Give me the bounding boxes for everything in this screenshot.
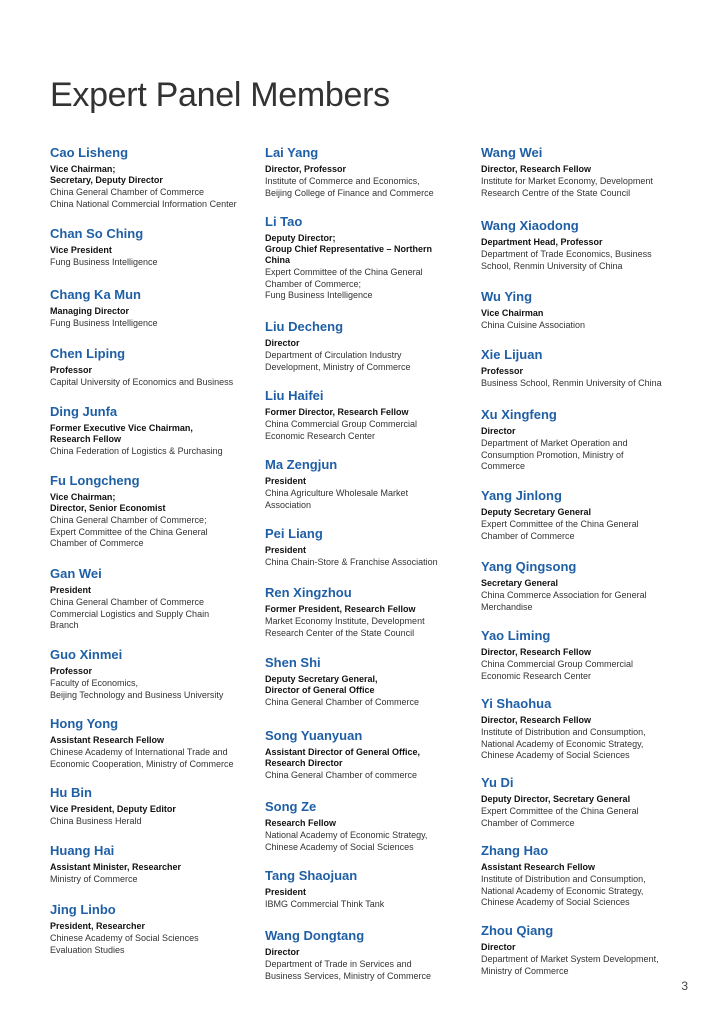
page-title: Expert Panel Members <box>50 76 390 114</box>
member-roles <box>265 164 470 175</box>
member-organization: China Chain-Store & Franchise Association <box>265 557 438 567</box>
member-role: Deputy Secretary General, <box>265 674 378 684</box>
member-roles <box>50 804 255 815</box>
member-roles <box>265 747 470 769</box>
member-roles <box>481 308 686 319</box>
member-name: Wang Dongtang <box>265 928 365 943</box>
member-organization: China Cuisine Association <box>481 320 586 330</box>
member-organizations <box>481 438 686 473</box>
member-name: Yi Shaohua <box>481 696 552 711</box>
member-organization: Fung Business Intelligence <box>50 257 158 267</box>
member-organization: China General Chamber of Commerce <box>265 697 420 707</box>
member-organization: Department of Trade in Services and <box>265 959 412 969</box>
member-roles <box>50 365 255 376</box>
member-organization: Ministry of Commerce <box>481 965 569 976</box>
member-organizations <box>50 597 255 632</box>
member-organization: Chinese Academy of Social Sciences <box>481 897 630 907</box>
member-organization: Department of Trade Economics, Business <box>481 249 652 259</box>
member-role: Former Director, Research Fellow <box>265 407 409 417</box>
member-entry <box>481 923 686 977</box>
member-entry <box>481 407 686 473</box>
member-organization: Chinese Academy of Social Sciences <box>50 933 199 943</box>
member-organization: China Federation of Logistics & Purchasing <box>50 446 223 456</box>
member-roles <box>50 735 255 746</box>
member-role: Professor <box>50 365 93 375</box>
member-name: Ren Xingzhou <box>265 585 352 600</box>
member-organization: Ministry of Commerce <box>50 874 138 884</box>
member-organizations <box>265 557 470 569</box>
member-organizations <box>481 378 686 390</box>
member-organizations <box>265 959 470 982</box>
member-role: President, Researcher <box>50 921 146 931</box>
member-name: Xu Xingfeng <box>481 407 557 422</box>
member-organizations <box>265 176 470 199</box>
member-entry <box>265 388 470 442</box>
member-organization: Commerce <box>481 461 526 471</box>
member-organization: Beijing College of Finance and Commerce <box>265 187 434 198</box>
member-organization: Faculty of Economics, <box>50 678 139 688</box>
member-name: Wang Xiaodong <box>481 218 579 233</box>
member-role: President <box>265 545 307 555</box>
member-organizations <box>481 954 686 977</box>
member-organization: Research Centre of the State Council <box>481 187 631 198</box>
member-organizations <box>50 318 255 330</box>
member-name: Tang Shaojuan <box>265 868 358 883</box>
member-role: Secretary General <box>481 578 559 588</box>
member-organization: Evaluation Studies <box>50 944 125 955</box>
member-role: President <box>265 476 307 486</box>
member-organization: Department of Market Operation and <box>481 438 628 448</box>
member-name: Song Ze <box>265 799 317 814</box>
member-role: Deputy Director, Secretary General <box>481 794 631 804</box>
member-roles <box>265 604 470 615</box>
member-name: Chan So Ching <box>50 226 144 241</box>
member-organization: Expert Committee of the China General <box>481 806 639 816</box>
member-roles <box>481 164 686 175</box>
member-organization: Chamber of Commerce <box>481 530 575 541</box>
member-role: Assistant Minister, Researcher <box>50 862 182 872</box>
member-entry <box>265 728 470 782</box>
member-entry <box>481 559 686 613</box>
member-organizations <box>50 874 255 886</box>
member-entry <box>50 346 255 389</box>
member-entry <box>50 716 255 770</box>
member-entry <box>265 655 470 709</box>
member-organization: National Academy of Economic Strategy, <box>481 885 644 896</box>
member-roles <box>50 245 255 256</box>
member-roles <box>265 947 470 958</box>
member-organizations <box>481 590 686 613</box>
member-organizations <box>481 727 686 762</box>
member-role: Former Executive Vice Chairman, <box>50 423 193 433</box>
member-role: Director <box>481 942 516 952</box>
member-organization: China Commerce Association for General <box>481 590 647 600</box>
member-role: China <box>265 255 291 265</box>
member-organization: National Academy of Economic Strategy, <box>265 830 428 840</box>
member-organizations <box>50 187 255 210</box>
member-organizations <box>265 770 470 782</box>
member-organization: Fung Business Intelligence <box>50 318 158 328</box>
member-role: Research Fellow <box>265 818 337 828</box>
member-organization: Economic Research Center <box>265 430 376 441</box>
member-organizations <box>481 320 686 332</box>
member-organization: China General Chamber of Commerce; <box>50 515 207 525</box>
member-organization: Chamber of Commerce; <box>265 278 362 289</box>
member-entry <box>50 647 255 701</box>
member-entry <box>50 287 255 330</box>
member-organizations <box>50 747 255 770</box>
member-roles <box>265 887 470 898</box>
member-name: Liu Haifei <box>265 388 324 403</box>
member-roles <box>265 818 470 829</box>
member-entry <box>481 488 686 542</box>
member-role: Assistant Research Fellow <box>481 862 596 872</box>
member-organization: Institute for Market Economy, Development <box>481 176 653 186</box>
member-entry <box>265 799 470 853</box>
member-roles <box>481 578 686 589</box>
member-organizations <box>50 678 255 701</box>
member-role: Vice Chairman; <box>50 164 116 174</box>
member-entry <box>265 457 470 511</box>
member-roles <box>50 666 255 677</box>
member-organization: Economic Research Center <box>481 670 592 681</box>
member-name: Xie Lijuan <box>481 347 543 362</box>
member-organization: China General Chamber of commerce <box>265 770 418 780</box>
member-entry <box>50 902 255 956</box>
member-organization: Development, Ministry of Commerce <box>265 361 411 372</box>
member-organizations <box>265 697 470 709</box>
member-role: Director, Research Fellow <box>481 164 592 174</box>
member-organizations <box>481 874 686 909</box>
member-organization: Chamber of Commerce <box>481 817 575 828</box>
member-name: Chang Ka Mun <box>50 287 141 302</box>
member-entry <box>265 526 470 569</box>
member-name: Wang Wei <box>481 145 543 160</box>
member-roles <box>481 237 686 248</box>
member-role: Professor <box>481 366 524 376</box>
member-name: Chen Liping <box>50 346 126 361</box>
member-organization: Market Economy Institute, Development <box>265 616 425 626</box>
member-organization: Business School, Renmin University of China <box>481 378 662 388</box>
member-organizations <box>265 350 470 373</box>
member-name: Liu Decheng <box>265 319 344 334</box>
member-entry <box>50 566 255 632</box>
member-organization: Institute of Distribution and Consumption, <box>481 874 646 884</box>
member-organization: Fung Business Intelligence <box>265 290 373 300</box>
member-organization: China Commercial Group Commercial <box>481 659 634 669</box>
member-organization: China Business Herald <box>50 816 142 826</box>
member-entry <box>265 145 470 199</box>
member-organization: IBMG Commercial Think Tank <box>265 899 385 909</box>
member-roles <box>265 545 470 556</box>
member-entry <box>481 696 686 762</box>
member-role: Research Director <box>265 758 343 768</box>
member-roles <box>265 407 470 418</box>
member-roles <box>265 338 470 349</box>
member-organization: China Agriculture Wholesale Market <box>265 488 409 498</box>
member-organization: Expert Committee of the China General <box>50 526 208 537</box>
member-roles <box>481 715 686 726</box>
member-roles <box>50 492 255 514</box>
member-organizations <box>481 519 686 542</box>
member-entry <box>481 628 686 682</box>
member-name: Ding Junfa <box>50 404 118 419</box>
member-organizations <box>50 515 255 550</box>
member-roles <box>265 674 470 696</box>
member-name: Yao Liming <box>481 628 551 643</box>
member-organization: Institute of Commerce and Economics, <box>265 176 420 186</box>
member-role: Deputy Director; <box>265 233 336 243</box>
member-roles <box>481 862 686 873</box>
member-role: Director, Research Fellow <box>481 647 592 657</box>
member-role: Director, Professor <box>265 164 347 174</box>
member-entry <box>265 928 470 982</box>
member-entry <box>481 218 686 272</box>
member-organization: China General Chamber of Commerce <box>50 187 205 197</box>
member-organization: Chamber of Commerce <box>50 538 144 548</box>
member-organizations <box>265 899 470 911</box>
member-entry <box>50 404 255 458</box>
member-roles <box>481 647 686 658</box>
member-role: Director of General Office <box>265 685 375 695</box>
member-role: Assistant Research Fellow <box>50 735 165 745</box>
member-organization: Expert Committee of the China General <box>265 267 423 277</box>
member-roles <box>50 585 255 596</box>
member-organization: Chinese Academy of Social Sciences <box>481 750 630 760</box>
member-name: Zhang Hao <box>481 843 549 858</box>
member-role: Director <box>265 338 300 348</box>
member-role: Director <box>265 947 300 957</box>
member-name: Ma Zengjun <box>265 457 338 472</box>
member-name: Cao Lisheng <box>50 145 129 160</box>
member-organization: Capital University of Economics and Business <box>50 377 234 387</box>
member-roles <box>481 942 686 953</box>
member-name: Yang Qingsong <box>481 559 577 574</box>
member-organizations <box>265 616 470 639</box>
member-name: Yu Di <box>481 775 514 790</box>
member-organizations <box>265 488 470 511</box>
member-roles <box>50 862 255 873</box>
member-roles <box>481 794 686 805</box>
member-organization: Expert Committee of the China General <box>481 519 639 529</box>
member-organizations <box>481 249 686 272</box>
member-organizations <box>50 377 255 389</box>
member-name: Hu Bin <box>50 785 92 800</box>
member-roles <box>50 306 255 317</box>
member-organization: China General Chamber of Commerce <box>50 597 205 607</box>
member-entry <box>481 145 686 199</box>
member-entry <box>50 843 255 886</box>
member-role: Former President, Research Fellow <box>265 604 416 614</box>
member-name: Gan Wei <box>50 566 102 581</box>
member-organization: School, Renmin University of China <box>481 260 623 271</box>
member-role: Managing Director <box>50 306 130 316</box>
member-role: President <box>50 585 92 595</box>
member-entry <box>265 585 470 639</box>
member-roles <box>481 366 686 377</box>
member-role: Director <box>481 426 516 436</box>
member-role: Vice President <box>50 245 112 255</box>
member-name: Zhou Qiang <box>481 923 554 938</box>
member-entry <box>265 868 470 911</box>
member-role: Vice President, Deputy Editor <box>50 804 176 814</box>
member-name: Shen Shi <box>265 655 321 670</box>
member-role: Director, Senior Economist <box>50 503 166 513</box>
member-name: Yang Jinlong <box>481 488 562 503</box>
member-organization: Merchandise <box>481 601 533 612</box>
member-organization: Beijing Technology and Business University <box>50 689 224 700</box>
member-name: Lai Yang <box>265 145 319 160</box>
member-organization: Chinese Academy of International Trade and <box>50 747 228 757</box>
member-role: Deputy Secretary General <box>481 507 592 517</box>
member-organizations <box>50 933 255 956</box>
member-name: Song Yuanyuan <box>265 728 363 743</box>
member-organization: Branch <box>50 620 79 630</box>
member-organization: China National Commercial Information Center <box>50 198 237 209</box>
member-entry <box>50 145 255 210</box>
member-organization: China Commercial Group Commercial <box>265 419 418 429</box>
member-roles <box>265 476 470 487</box>
member-name: Hong Yong <box>50 716 119 731</box>
member-name: Jing Linbo <box>50 902 116 917</box>
member-role: Assistant Director of General Office, <box>265 747 421 757</box>
member-roles <box>50 921 255 932</box>
member-role: Vice Chairman; <box>50 492 116 502</box>
member-entry <box>481 347 686 390</box>
member-organizations <box>50 257 255 269</box>
member-roles <box>265 233 470 266</box>
member-organizations <box>481 659 686 682</box>
member-role: Secretary, Deputy Director <box>50 175 163 185</box>
page-number: 3 <box>681 979 688 993</box>
member-organization: Chinese Academy of Social Sciences <box>265 841 414 852</box>
member-entry <box>50 785 255 828</box>
member-organizations <box>481 806 686 829</box>
member-role: Department Head, Professor <box>481 237 603 247</box>
member-entry <box>265 319 470 373</box>
member-organization: Department of Circulation Industry <box>265 350 402 360</box>
member-name: Huang Hai <box>50 843 115 858</box>
member-organization: Department of Market System Development, <box>481 954 659 964</box>
member-role: Vice Chairman <box>481 308 544 318</box>
member-organizations <box>50 446 255 458</box>
member-organization: Economic Cooperation, Ministry of Commerce <box>50 758 234 769</box>
member-name: Wu Ying <box>481 289 533 304</box>
member-entry <box>481 775 686 829</box>
member-organizations <box>481 176 686 199</box>
member-organization: Association <box>265 499 312 510</box>
member-organization: Commercial Logistics and Supply Chain <box>50 608 210 619</box>
member-entry <box>50 473 255 550</box>
member-organizations <box>50 816 255 828</box>
member-organization: Research Center of the State Council <box>265 627 415 638</box>
member-organization: National Academy of Economic Strategy, <box>481 738 644 749</box>
member-organization: Business Services, Ministry of Commerce <box>265 970 432 981</box>
member-entry <box>50 226 255 269</box>
member-organizations <box>265 419 470 442</box>
member-organization: Consumption Promotion, Ministry of <box>481 449 624 460</box>
member-name: Guo Xinmei <box>50 647 123 662</box>
member-role: Director, Research Fellow <box>481 715 592 725</box>
member-role: President <box>265 887 307 897</box>
member-entry <box>481 289 686 332</box>
member-roles <box>50 164 255 186</box>
member-entry <box>265 214 470 302</box>
member-organizations <box>265 267 470 302</box>
member-name: Fu Longcheng <box>50 473 140 488</box>
member-organization: Institute of Distribution and Consumption, <box>481 727 646 737</box>
member-role: Research Fellow <box>50 434 122 444</box>
member-organizations <box>265 830 470 853</box>
member-roles <box>50 423 255 445</box>
member-name: Li Tao <box>265 214 303 229</box>
member-role: Professor <box>50 666 93 676</box>
member-name: Pei Liang <box>265 526 323 541</box>
member-entry <box>481 843 686 909</box>
member-role: Group Chief Representative – Northern <box>265 244 433 254</box>
member-roles <box>481 507 686 518</box>
member-roles <box>481 426 686 437</box>
